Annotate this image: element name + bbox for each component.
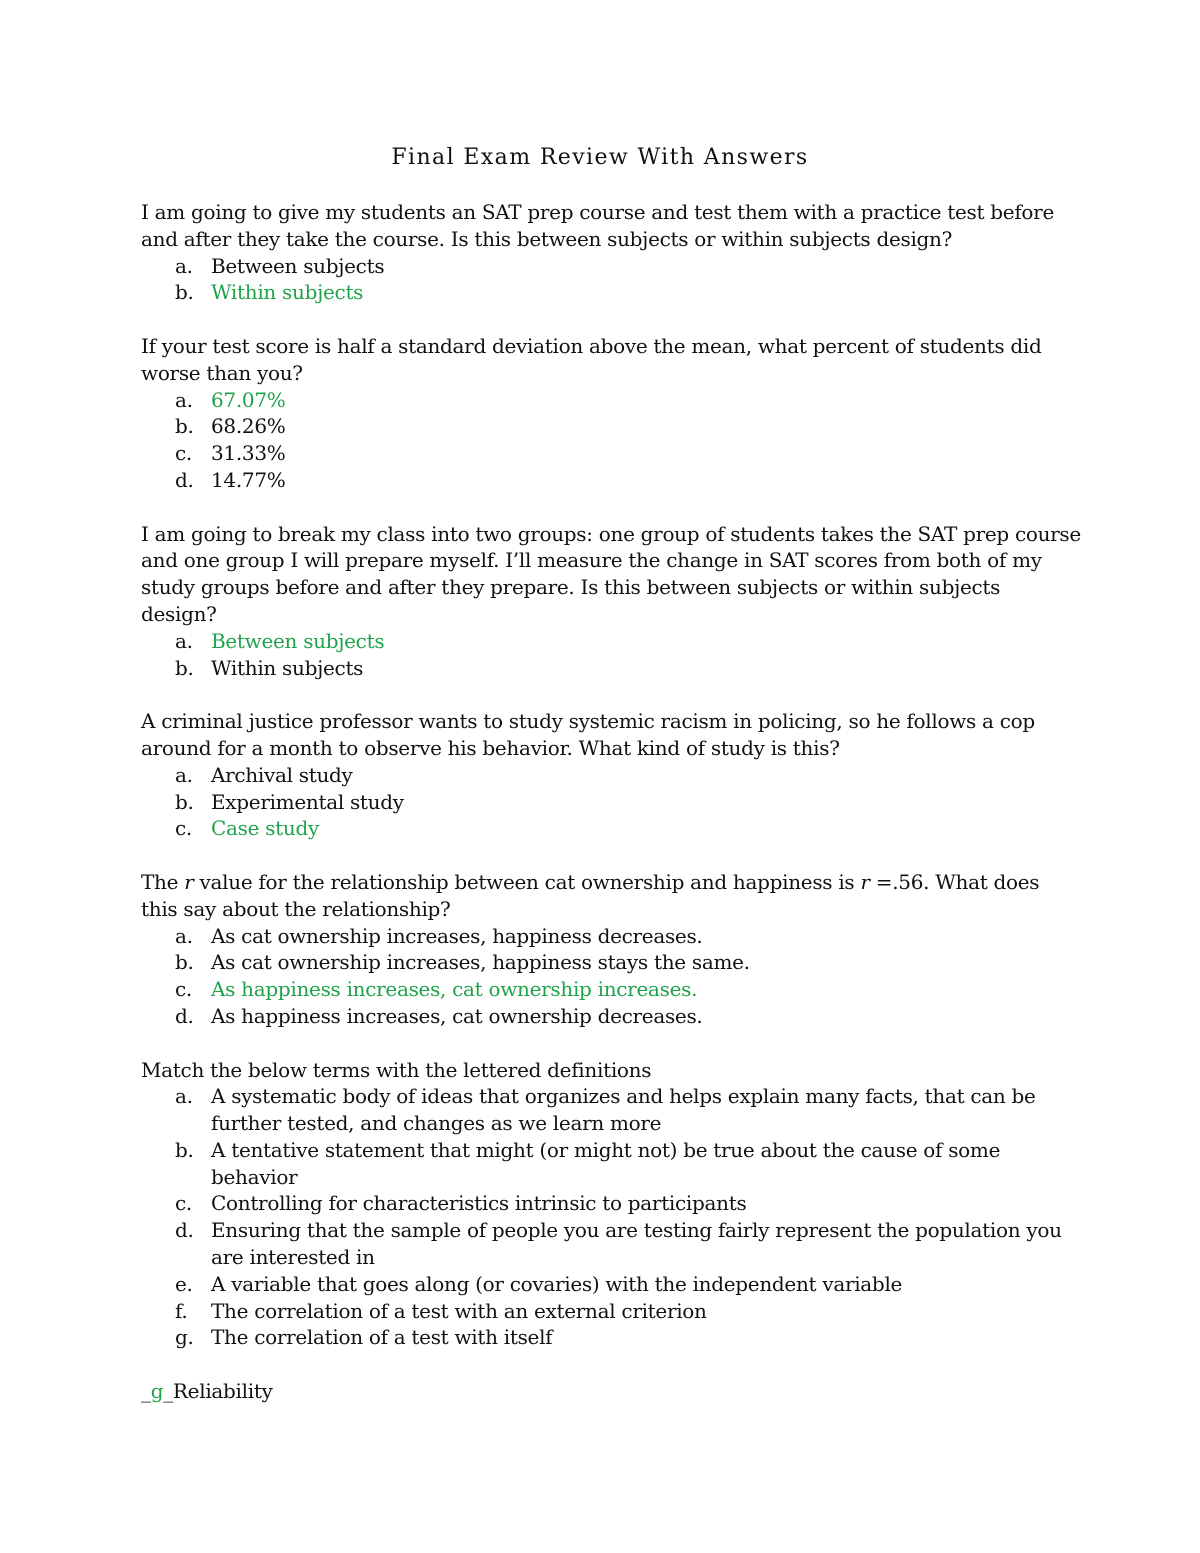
option-letter: a. — [175, 1084, 193, 1109]
definition-text: A tentative statement that might (or might not) be true about the cause of some behavior — [211, 1137, 1001, 1189]
question-1-option-b — [141, 279, 1081, 306]
question-2-options — [141, 387, 1081, 494]
option-text: Within subjects — [211, 655, 364, 680]
definition-text: A systematic body of ideas that organizes and helps explain many facts, that can be further tested, and changes as we learn more — [211, 1084, 1036, 1136]
option-letter: g. — [175, 1325, 194, 1350]
definition-f — [141, 1298, 1081, 1325]
answer-blank-right: _ — [163, 1379, 173, 1404]
definition-c — [141, 1190, 1081, 1217]
option-text-correct: Case study — [211, 816, 319, 841]
question-6-prompt: Match the below terms with the lettered definitions — [141, 1057, 652, 1082]
question-4-options — [141, 762, 1081, 842]
option-text: 14.77% — [211, 467, 286, 492]
prompt-part: =.56. What does this say about the relationship? — [141, 869, 1040, 921]
page-title: Final Exam Review With Answers — [391, 145, 809, 170]
option-letter: d. — [175, 1218, 194, 1243]
definition-g — [141, 1324, 1081, 1351]
question-1-option-a — [141, 253, 1081, 280]
question-2-option-b — [141, 413, 1081, 440]
question-5-prompt — [141, 869, 1081, 923]
question-6-definitions — [141, 1083, 1081, 1351]
match-term: Reliability — [172, 1379, 273, 1404]
document-body — [141, 199, 1081, 1405]
option-letter: b. — [175, 950, 194, 975]
option-letter: a. — [175, 923, 193, 948]
question-5-option-b — [141, 949, 1081, 976]
definition-a — [141, 1083, 1081, 1137]
option-letter: c. — [175, 441, 192, 466]
definition-text: Controlling for characteristics intrinsic to participants — [211, 1191, 747, 1216]
match-answer-letter: g — [150, 1379, 164, 1404]
r-variable: r — [860, 869, 870, 894]
option-text: Archival study — [211, 762, 353, 787]
option-text: Experimental study — [211, 789, 404, 814]
option-letter: b. — [175, 1137, 194, 1162]
option-text-correct: 67.07% — [211, 387, 286, 412]
r-variable: r — [184, 869, 194, 894]
question-3-options — [141, 628, 1081, 682]
definition-text: Ensuring that the sample of people you are testing fairly represent the population you are interested in — [211, 1218, 1062, 1270]
option-text: As happiness increases, cat ownership decreases. — [211, 1003, 703, 1028]
option-letter: e. — [175, 1271, 193, 1296]
option-text: As cat ownership increases, happiness decreases. — [211, 923, 703, 948]
option-text: As cat ownership increases, happiness stays the same. — [211, 950, 750, 975]
question-5-option-c — [141, 976, 1081, 1003]
question-5-options — [141, 923, 1081, 1030]
option-letter: a. — [175, 762, 193, 787]
question-5-option-d — [141, 1003, 1081, 1030]
option-letter: d. — [175, 1003, 194, 1028]
option-letter: d. — [175, 467, 194, 492]
option-letter: c. — [175, 1191, 192, 1216]
definition-text: The correlation of a test with itself — [211, 1325, 553, 1350]
option-text-correct: Within subjects — [211, 280, 364, 305]
option-letter: a. — [175, 387, 193, 412]
option-letter: c. — [175, 816, 192, 841]
option-letter: c. — [175, 977, 192, 1002]
question-4-option-a — [141, 762, 1081, 789]
question-3-option-a — [141, 628, 1081, 655]
option-text-correct: As happiness increases, cat ownership increases. — [211, 977, 698, 1002]
option-letter: b. — [175, 655, 194, 680]
definition-text: The correlation of a test with an external criterion — [211, 1298, 707, 1323]
option-text: 31.33% — [211, 441, 286, 466]
definition-text: A variable that goes along (or covaries) with the independent variable — [211, 1271, 903, 1296]
question-5-option-a — [141, 923, 1081, 950]
option-text-correct: Between subjects — [211, 628, 385, 653]
prompt-part: The — [141, 869, 185, 894]
question-2-option-a — [141, 387, 1081, 414]
option-text: 68.26% — [211, 414, 286, 439]
question-2-option-c — [141, 440, 1081, 467]
option-letter: b. — [175, 414, 194, 439]
question-4-option-c — [141, 815, 1081, 842]
option-letter: a. — [175, 628, 193, 653]
option-letter: b. — [175, 789, 194, 814]
answer-blank-left: _ — [141, 1379, 151, 1404]
option-text: Between subjects — [211, 253, 385, 278]
option-letter: a. — [175, 253, 193, 278]
definition-e — [141, 1271, 1081, 1298]
question-4-prompt: A criminal justice professor wants to study systemic racism in policing, so he follows a cop around for a month to observe his behavior. What kind of study is this? — [141, 709, 1035, 760]
question-3-prompt: I am going to break my class into two groups: one group of students takes the SAT prep course and one group I will prepare myself. I’ll measure the change in SAT scores from both of my study groups before and after they prepare. Is this between subjects or within subjects design? — [141, 521, 1081, 626]
prompt-part: value for the relationship between cat ownership and happiness is — [193, 869, 861, 894]
definition-d — [141, 1217, 1081, 1271]
match-answer-line — [141, 1378, 1081, 1405]
option-letter: b. — [175, 280, 194, 305]
definition-b — [141, 1137, 1081, 1191]
question-4-option-b — [141, 789, 1081, 816]
question-3-option-b — [141, 655, 1081, 682]
question-1-options — [141, 253, 1081, 307]
question-1-prompt: I am going to give my students an SAT prep course and test them with a practice test before and after they take the course. Is this between subjects or within subjects design? — [141, 200, 1054, 251]
question-2-option-d — [141, 467, 1081, 494]
option-letter: f. — [175, 1298, 188, 1323]
question-2-prompt: If your test score is half a standard deviation above the mean, what percent of students did worse than you? — [141, 333, 1042, 385]
